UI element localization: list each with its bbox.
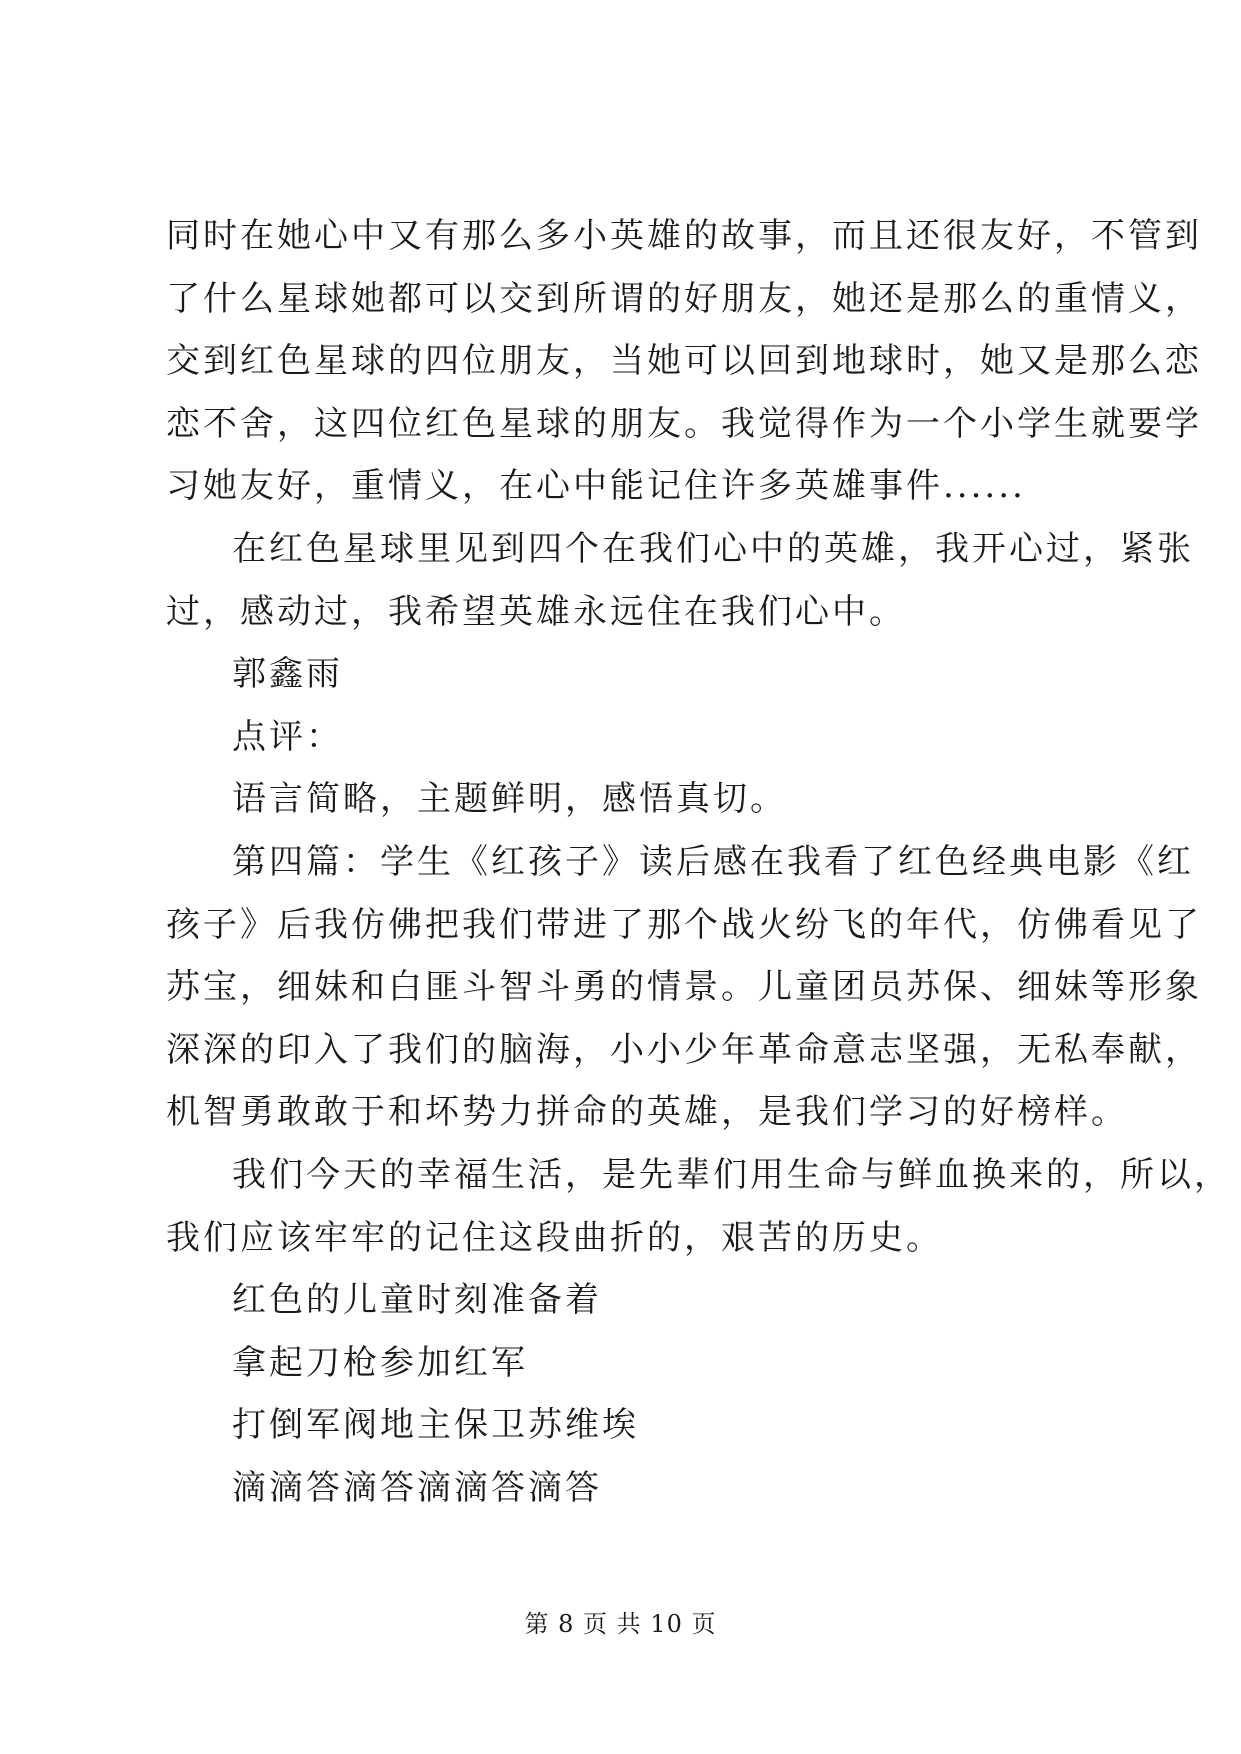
text-line: 孩子》后我仿佛把我们带进了那个战火纷飞的年代，仿佛看见了 [166,904,1202,945]
text-line: 恋不舍，这四位红色星球的朋友。我觉得作为一个小学生就要学 [166,403,1202,444]
poem-line: 红色的儿童时刻准备着 [232,1280,602,1321]
text-line: 习她友好，重情义，在心中能记住许多英雄事件...... [166,466,1026,507]
poem-line: 滴滴答滴答滴滴答滴答 [232,1467,602,1508]
text-line: 同时在她心中又有那么多小英雄的故事，而且还很友好，不管到 [166,216,1202,256]
text-line: 交到红色星球的四位朋友，当她可以回到地球时，她又是那么恋 [166,341,1202,382]
author-name: 郭鑫雨 [232,654,343,695]
document-body [166,205,1231,1519]
text-line: 深深的印入了我们的脑海，小小少年革命意志坚强，无私奉献， [166,1029,1202,1070]
text-line: 第四篇：学生《红孩子》读后感在我看了红色经典电影《红 [232,841,1194,882]
page-number-footer: 第 8 页 共 10 页 [524,1610,717,1638]
text-line: 了什么星球她都可以交到所谓的好朋友，她还是那么的重情义， [166,278,1202,319]
text-line: 我们应该牢牢的记住这段曲折的，艰苦的历史。 [166,1217,943,1258]
text-line: 我们今天的幸福生活，是先辈们用生命与鲜血换来的，所以， [232,1154,1231,1195]
poem-line: 拿起刀枪参加红军 [232,1342,528,1383]
text-line: 机智勇敢敢于和坏势力拼命的英雄，是我们学习的好榜样。 [166,1092,1128,1133]
text-line: 在红色星球里见到四个在我们心中的英雄，我开心过，紧张 [232,528,1194,569]
text-line: 苏宝，细妹和白匪斗智斗勇的情景。儿童团员苏保、细妹等形象 [166,967,1202,1008]
comment-heading: 点评： [232,716,343,757]
poem-line: 打倒军阀地主保卫苏维埃 [232,1405,639,1446]
comment-text: 语言简略，主题鲜明，感悟真切。 [232,779,787,820]
text-line: 过，感动过，我希望英雄永远住在我们心中。 [166,591,906,632]
